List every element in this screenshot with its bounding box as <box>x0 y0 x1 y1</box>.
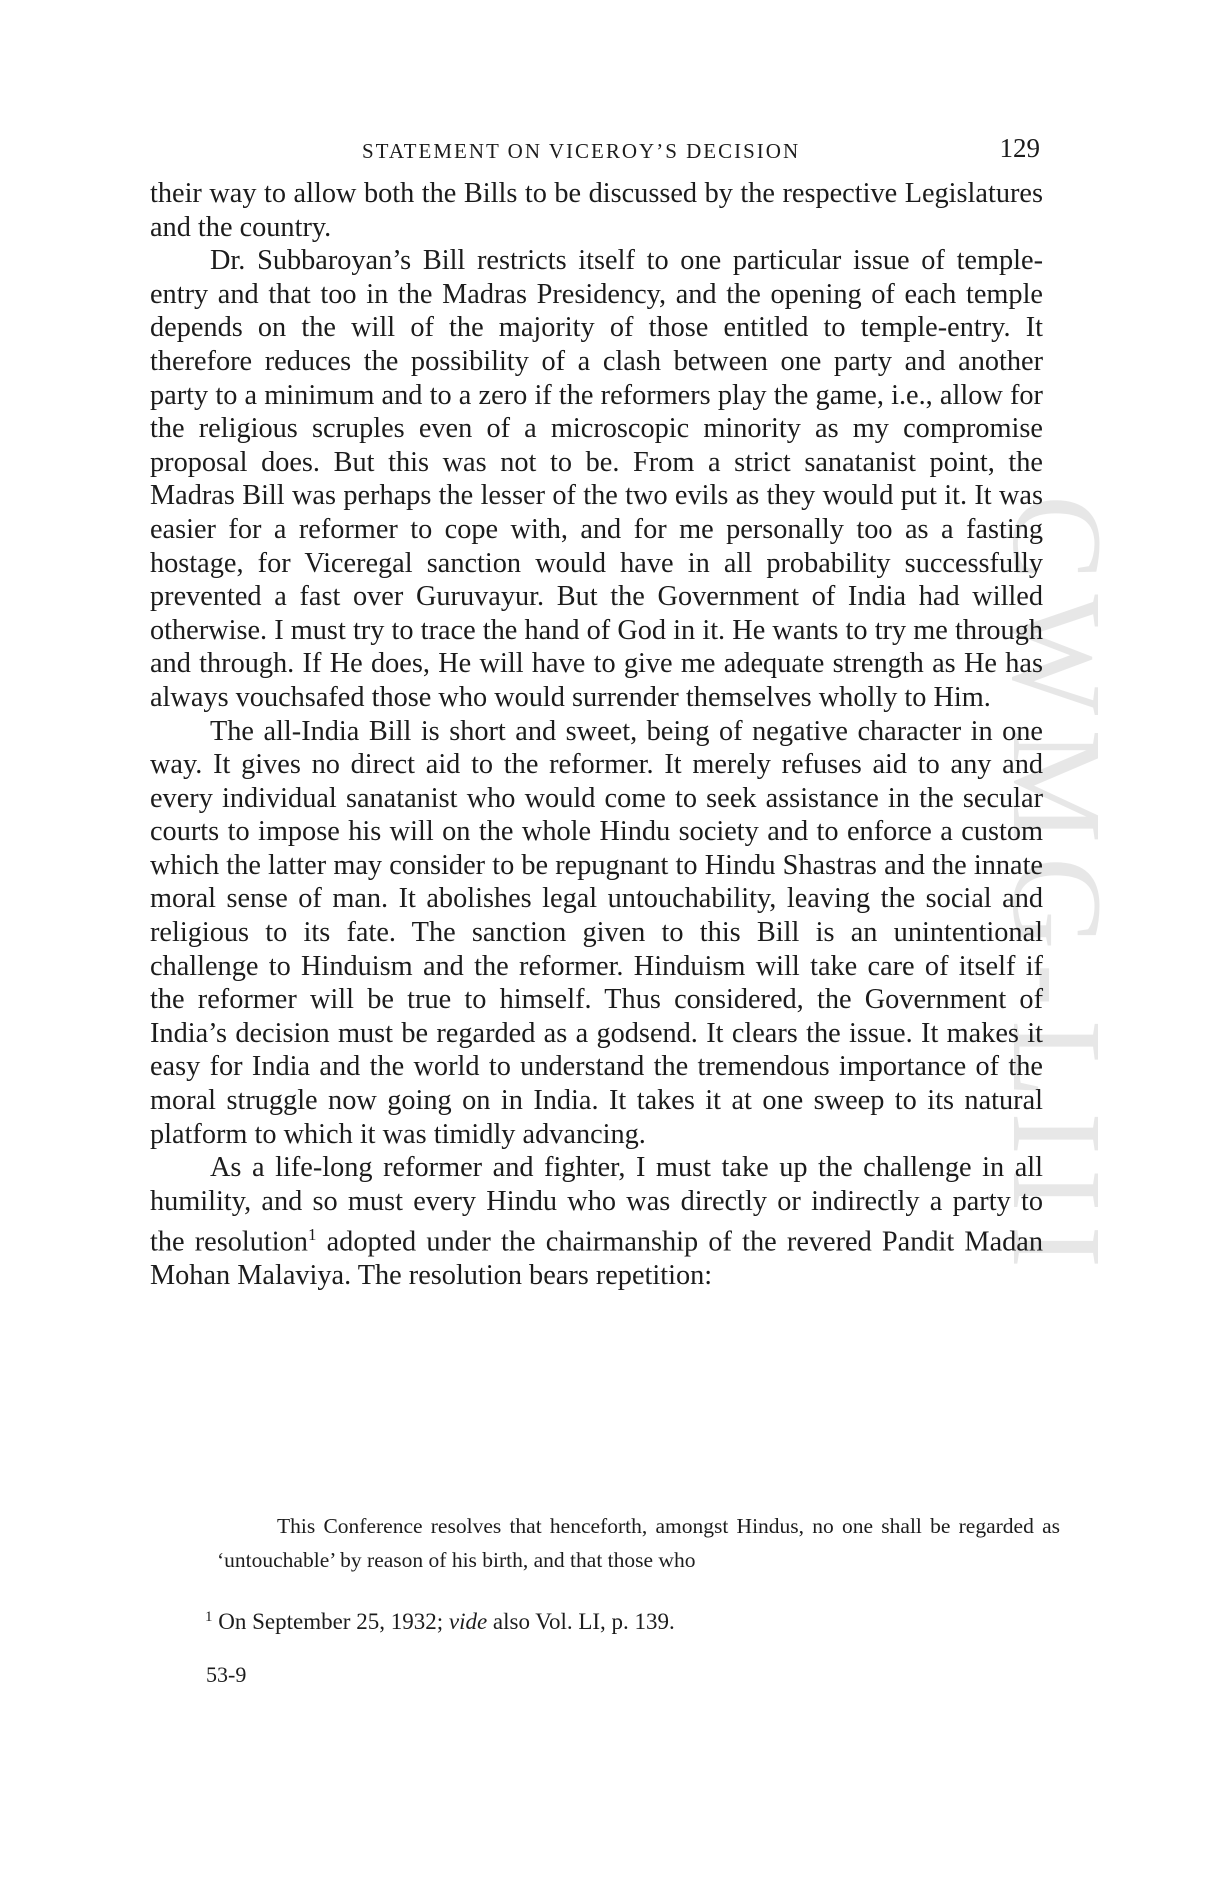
block-quote: This Conference resolves that henceforth, amongst Hindus, no one shall be regarded as ‘untouchable’ by reason of his birth, and that those who <box>217 1514 1060 1572</box>
paragraph-4-text-after: adopted under the chairmanship of the revered Pandit Madan Mohan Malaviya. The resolution bears repetition: <box>150 1226 1043 1292</box>
footnote-italic: vide <box>448 1609 488 1634</box>
footnote-reference: 1 <box>307 1225 317 1245</box>
watermark-text: CWMG-LIII <box>986 495 1128 1283</box>
paragraph-1: their way to allow both the Bills to be discussed by the respective Legislatures and the country. <box>150 178 1043 243</box>
paragraph-4-text-before: As a life-long reformer and fighter, I must take up the challenge in all humility, and so must every Hindu who was directly or indirectly a party to the resolution <box>150 1152 1043 1258</box>
running-head: STATEMENT ON VICEROY’S DECISION <box>362 139 801 163</box>
footnote-text-before: On September 25, 1932; <box>212 1609 449 1634</box>
footnote <box>205 1602 1005 1637</box>
body-text <box>150 177 1043 1293</box>
paragraph-4 <box>150 1151 1043 1293</box>
paragraph-3: The all-India Bill is short and sweet, being of negative character in one way. It gives no direct aid to the reformer. It merely refuses aid to any and every individual sanatanist who would come to seek assistance in the secular courts to impose his will on the whole Hindu society and to enforce a custom which the latter may consider to be repugnant to Hindu Shastras and the innate moral sense of man. It abolishes legal untouchability, leaving the social and religious to its fate. The sanction given to this Bill is an unintentional challenge to Hinduism and the reformer. Hinduism will take care of itself if the reformer will be true to himself. Thus considered, the Government of India’s decision must be regarded as a godsend. It clears the issue. It makes it easy for India and the world to understand the tremendous importance of the moral struggle now going on in India. It takes it at one sweep to its natural platform to which it was timidly advancing. <box>150 715 1043 1150</box>
footnote-marker: 1 <box>205 1609 213 1625</box>
paragraph-2: Dr. Subbaroyan’s Bill restricts itself to one particular issue of temple-entry and that too in the Madras Presidency, and the opening of each temple depends on the will of the majority of those entitled to temple-entry. It therefore reduces the possibility of a clash between one party and another party to a minimum and to a zero if the reformers play the game, i.e., allow for the religious scruples even of a microscopic minority as my compromise proposal does. But this was not to be. From a strict sanatanist point, the Madras Bill was perhaps the lesser of the two evils as they would put it. It was easier for a reformer to cope with, and for me personally too as a fasting hostage, for Viceregal sanction would have in all probability successfully prevented a fast over Guruvayur. But the Government of India had willed otherwise. I must try to trace the hand of God in it. He wants to try me through and through. If He does, He will have to give me adequate strength as He has always vouchsafed those who would surrender themselves wholly to Him. <box>150 245 1043 713</box>
signature-mark: 53-9 <box>206 1662 247 1687</box>
page-number: 129 <box>999 133 1040 163</box>
footnote-text-after: also Vol. LI, p. 139. <box>487 1609 675 1634</box>
page-header <box>150 133 1040 173</box>
